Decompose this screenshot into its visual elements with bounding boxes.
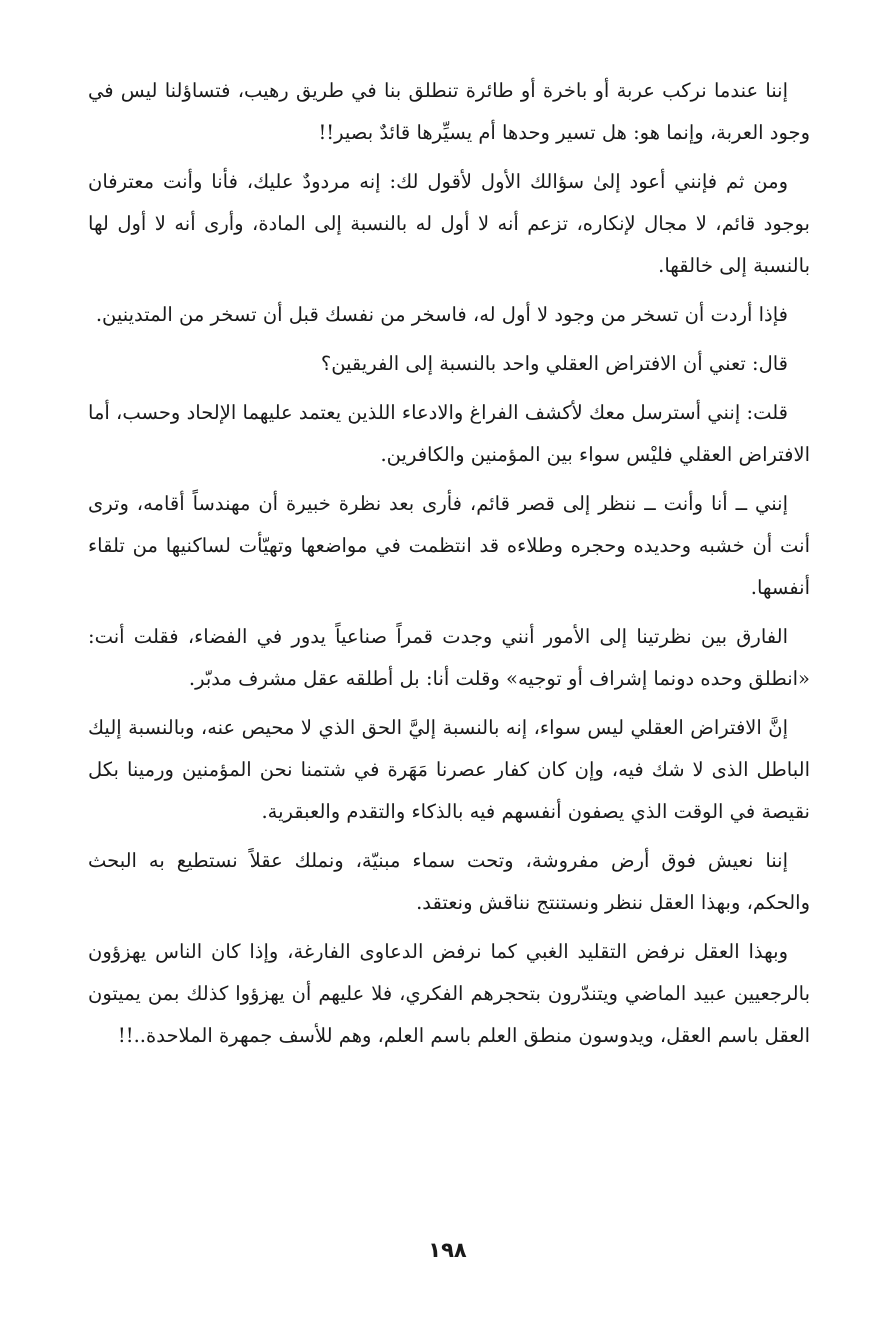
paragraph: إنَّ الافتراض العقلي ليس سواء، إنه بالنسبة إليَّ الحق الذي لا محيص عنه، وبالنسبة إليك الباطل الذى لا شك فيه، وإن كان كفار عصرنا مَهَرة في شتمنا نحن المؤمنين ورمينا بكل نقيصة في الوقت الذي يصفون أنفسهم فيه بالذكاء والتقدم والعبقرية.	[88, 716, 810, 823]
paragraph: إنني ــ أنا وأنت ــ ننظر إلى قصر قائم، فأرى بعد نظرة خبيرة أن مهندساً أقامه، وترى أنت أن خشبه وحديده وحجره وطلاءه قد انتظمت في مواضعها وتهيّأت لساكنيها من تلقاء أنفسها.	[88, 492, 810, 599]
paragraph: إننا نعيش فوق أرض مفروشة، وتحت سماء مبنيّة، ونملك عقلاً نستطيع به البحث والحكم، وبهذا العقل ننظر ونستنتج نناقش ونعتقد.	[88, 849, 810, 914]
paragraph: قلت: إنني أسترسل معك لأكشف الفراغ والادعاء اللذين يعتمد عليهما الإلحاد وحسب، أما الافتراض العقلي فليْس سواء بين المؤمنين والكافرين.	[88, 401, 810, 466]
page-number: ١٩٨	[428, 1238, 467, 1262]
paragraph: وبهذا العقل نرفض التقليد الغبي كما نرفض الدعاوى الفارغة، وإذا كان الناس يهزؤون بالرجعيين عبيد الماضي ويتندّرون بتحجرهم الفكري، فلا عليهم أن يهزؤوا كذلك بمن يميتون العقل باسم العقل، ويدوسون منطق العلم باسم العلم، وهم للأسف جمهرة الملاحدة..!!	[88, 940, 810, 1047]
paragraph: قال: تعني أن الافتراض العقلي واحد بالنسبة إلى الفريقين؟	[320, 352, 788, 375]
paragraph: ومن ثم فإنني أعود إلىٰ سؤالك الأول لأقول لك: إنه مردودٌ عليك، فأنا وأنت معترفان بوجود قائم، لا مجال لإنكاره، تزعم أنه لا أول له بالنسبة إلى المادة، وأرى أنه لا أول لها بالنسبة إلى خالقها.	[88, 170, 810, 277]
paragraph: الفارق بين نظرتينا إلى الأمور أنني وجدت قمراً صناعياً يدور في الفضاء، فقلت أنت: «انطلق وحده دونما إشراف أو توجيه» وقلت أنا: بل أطلقه عقل مشرف مدبّر.	[88, 625, 810, 690]
paragraph: إننا عندما نركب عربة أو باخرة أو طائرة تنطلق بنا في طريق رهيب، فتساؤلنا ليس في وجود العربة، وإنما هو: هل تسير وحدها أم يسيِّرها قائدٌ بصير!!	[88, 79, 810, 144]
paragraph: فإذا أردت أن تسخر من وجود لا أول له، فاسخر من نفسك قبل أن تسخر من المتدينين.	[95, 303, 788, 326]
body-text	[88, 70, 810, 1064]
